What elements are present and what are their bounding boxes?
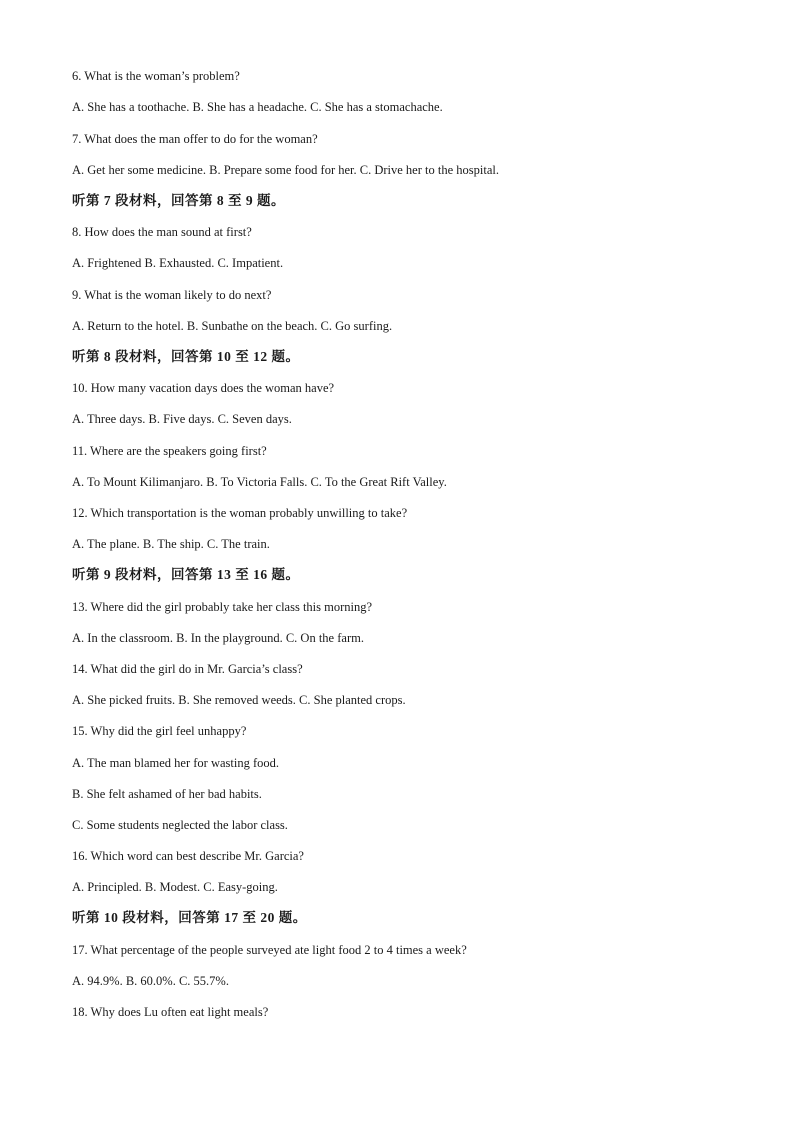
options-7: A. Get her some medicine. B. Prepare some food for her. C. Drive her to the hospital. [72,163,499,177]
options-9: A. Return to the hotel. B. Sunbathe on the beach. C. Go surfing. [72,319,393,333]
section-heading-8: 听第 8 段材料，回答第 10 至 12 题。 [72,349,300,364]
question-9: 9. What is the woman likely to do next? [72,288,272,302]
options-17: A. 94.9%. B. 60.0%. C. 55.7%. [72,974,229,988]
options-8: A. Frightened B. Exhausted. C. Impatient. [72,256,284,270]
question-7: 7. What does the man offer to do for the woman? [72,132,318,146]
section-heading-9: 听第 9 段材料，回答第 13 至 16 题。 [72,567,300,582]
question-10: 10. How many vacation days does the woman have? [72,381,335,395]
section-heading-7: 听第 7 段材料，回答第 8 至 9 题。 [72,193,285,208]
option-15-b: B. She felt ashamed of her bad habits. [72,787,262,801]
question-17: 17. What percentage of the people surveyed ate light food 2 to 4 times a week? [72,943,467,957]
options-6: A. She has a toothache. B. She has a headache. C. She has a stomachache. [72,100,443,114]
option-15-c: C. Some students neglected the labor class. [72,818,288,832]
question-15: 15. Why did the girl feel unhappy? [72,724,247,738]
question-14: 14. What did the girl do in Mr. Garcia’s class? [72,662,303,676]
options-14: A. She picked fruits. B. She removed weeds. C. She planted crops. [72,693,406,707]
options-16: A. Principled. B. Modest. C. Easy-going. [72,880,278,894]
options-11: A. To Mount Kilimanjaro. B. To Victoria Falls. C. To the Great Rift Valley. [72,475,447,489]
options-12: A. The plane. B. The ship. C. The train. [72,537,270,551]
question-18: 18. Why does Lu often eat light meals? [72,1005,269,1019]
section-heading-10: 听第 10 段材料，回答第 17 至 20 题。 [72,910,307,925]
question-8: 8. How does the man sound at first? [72,225,252,239]
option-15-a: A. The man blamed her for wasting food. [72,756,280,770]
question-16: 16. Which word can best describe Mr. Garcia? [72,849,304,863]
question-6: 6. What is the woman’s problem? [72,69,240,83]
question-12: 12. Which transportation is the woman probably unwilling to take? [72,506,408,520]
question-13: 13. Where did the girl probably take her class this morning? [72,600,373,614]
question-11: 11. Where are the speakers going first? [72,444,267,458]
options-10: A. Three days. B. Five days. C. Seven days. [72,412,292,426]
options-13: A. In the classroom. B. In the playground. C. On the farm. [72,631,364,645]
